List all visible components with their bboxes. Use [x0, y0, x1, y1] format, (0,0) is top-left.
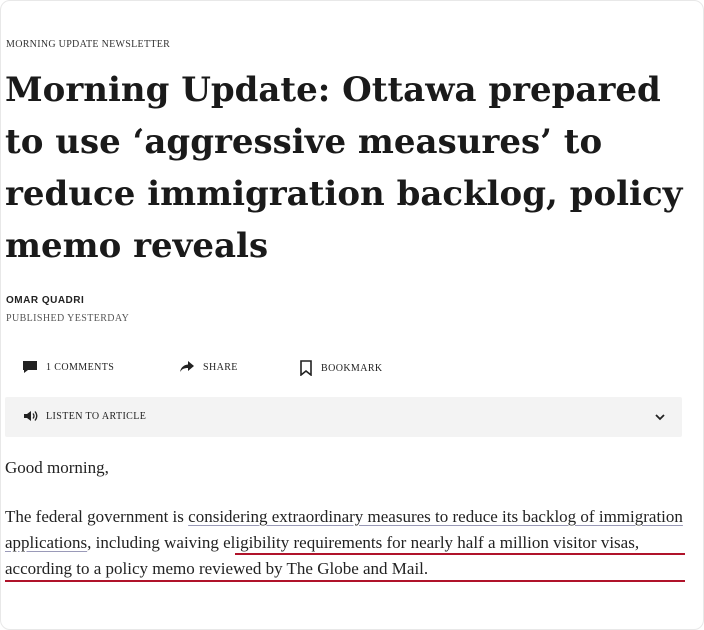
- share-arrow-icon: [179, 360, 195, 374]
- newsletter-kicker[interactable]: MORNING UPDATE NEWSLETTER: [6, 39, 171, 50]
- bookmark-icon: [299, 360, 313, 376]
- comments-button[interactable]: [22, 360, 114, 374]
- paragraph-comma: ,: [87, 533, 96, 552]
- highlighted-passage: including waiving eligibility requirements for nearly half a million visitor visas, according to a policy memo reviewed by The Globe and Mail.: [5, 533, 640, 578]
- listen-label-group: [23, 410, 146, 422]
- bookmark-button[interactable]: [299, 360, 383, 376]
- backlog-article-link[interactable]: considering extraordinary measures to reduce its backlog of immigration applications: [5, 507, 683, 552]
- highlight-underline-1: [235, 553, 685, 555]
- lead-paragraph: [5, 504, 689, 582]
- chevron-down-icon[interactable]: [654, 411, 666, 423]
- greeting-text: Good morning,: [5, 458, 109, 477]
- comments-label: 1 COMMENTS: [46, 361, 115, 373]
- speaker-icon: [23, 410, 39, 422]
- article-headline: Morning Update: Ottawa prepared to use ‘aggressive measures’ to reduce immigration backlog, policy memo reveals: [5, 70, 683, 266]
- bookmark-label: BOOKMARK: [321, 362, 383, 374]
- comment-icon: [22, 360, 38, 374]
- listen-label: LISTEN TO ARTICLE: [46, 410, 147, 422]
- published-date: PUBLISHED YESTERDAY: [6, 313, 130, 324]
- highlight-underline-2: [5, 580, 685, 582]
- listen-to-article-bar[interactable]: [5, 397, 682, 437]
- paragraph-intro: The federal government is: [5, 507, 189, 526]
- author-name[interactable]: OMAR QUADRI: [6, 295, 85, 306]
- share-button[interactable]: [179, 360, 238, 374]
- share-label: SHARE: [203, 361, 238, 373]
